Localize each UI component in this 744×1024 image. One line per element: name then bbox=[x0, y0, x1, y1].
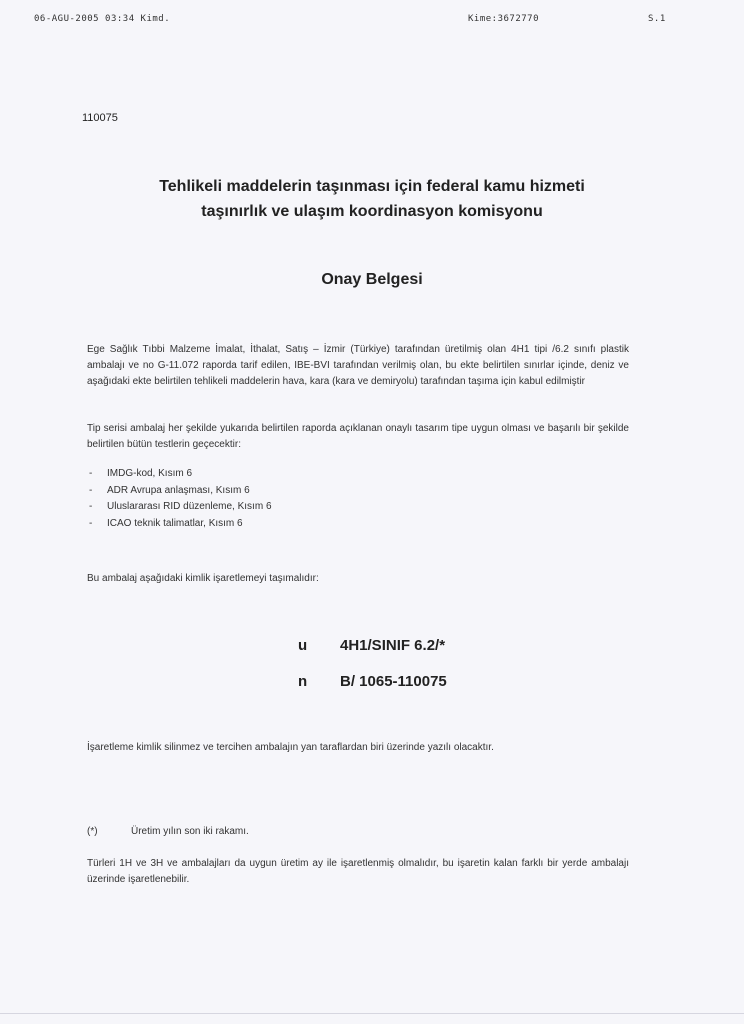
fax-header-date: 06-AGU-2005 03:34 Kimd. bbox=[34, 14, 171, 24]
document-title bbox=[60, 174, 684, 224]
paragraph-types: Türleri 1H ve 3H ve ambalajları da uygun üretim ay ile işaretlenmiş olmalıdır, bu işaretin kalan farklı bir yerde ambalajı üzerinde işaretlenebilir. bbox=[87, 858, 629, 885]
paragraph-approval: Ege Sağlık Tıbbi Malzeme İmalat, İthalat, Satış – İzmir (Türkiye) tarafından üretilmiş olan 4H1 tipi /6.2 sınıfı plastik ambalajı ve no G-11.072 raporda tarif edilen, IBE-BVI tarafından verilmiş olan, bu ekte belirtilen sınırlar içinde, deniz ve aşağıdaki ekte belirtilen tehlikeli maddelerin hava, kara (kara ve demiryolu) tarafından taşıma için kabul edilmiştir bbox=[87, 344, 629, 387]
marking-key: u bbox=[298, 637, 308, 654]
fax-header-page: S.1 bbox=[648, 14, 666, 24]
marking-row-n bbox=[298, 673, 447, 690]
footnote-text: Üretim yılın son iki rakamı. bbox=[131, 826, 249, 837]
marking-row-u bbox=[298, 637, 445, 654]
paragraph-marking-intro: Bu ambalaj aşağıdaki kimlik işaretlemeyi taşımalıdır: bbox=[87, 573, 319, 584]
title-line-2: taşınırlık ve ulaşım koordinasyon komisyonu bbox=[201, 203, 543, 220]
fax-header-recipient: Kime:3672770 bbox=[468, 14, 540, 24]
document-number: 110075 bbox=[82, 112, 118, 124]
paragraph-conformity: Tip serisi ambalaj her şekilde yukarıda belirtilen raporda açıklanan onaylı tasarım tipe uygun olması ve başarılı bir şekilde belirtilen bütün testlerin geçecektir: bbox=[87, 423, 629, 450]
title-line-1: Tehlikeli maddelerin taşınması için federal kamu hizmeti bbox=[159, 178, 585, 195]
list-item: - ICAO teknik talimatlar, Kısım 6 bbox=[87, 516, 272, 533]
regulation-list bbox=[87, 466, 272, 532]
paragraph-marking-placement: İşaretleme kimlik silinmez ve tercihen ambalajın yan taraflardan biri üzerinde yazılı olacaktır. bbox=[87, 742, 494, 753]
scan-edge-divider bbox=[0, 1013, 744, 1014]
footnote bbox=[87, 826, 249, 837]
list-item: - IMDG-kod, Kısım 6 bbox=[87, 466, 272, 483]
marking-value: B/ 1065-110075 bbox=[340, 673, 447, 690]
list-item: - ADR Avrupa anlaşması, Kısım 6 bbox=[87, 483, 272, 500]
footnote-marker: (*) bbox=[87, 826, 98, 837]
marking-key: n bbox=[298, 673, 308, 690]
list-item: - Uluslararası RID düzenleme, Kısım 6 bbox=[87, 499, 272, 516]
document-subtitle: Onay Belgesi bbox=[321, 271, 423, 288]
marking-value: 4H1/SINIF 6.2/* bbox=[340, 637, 446, 654]
